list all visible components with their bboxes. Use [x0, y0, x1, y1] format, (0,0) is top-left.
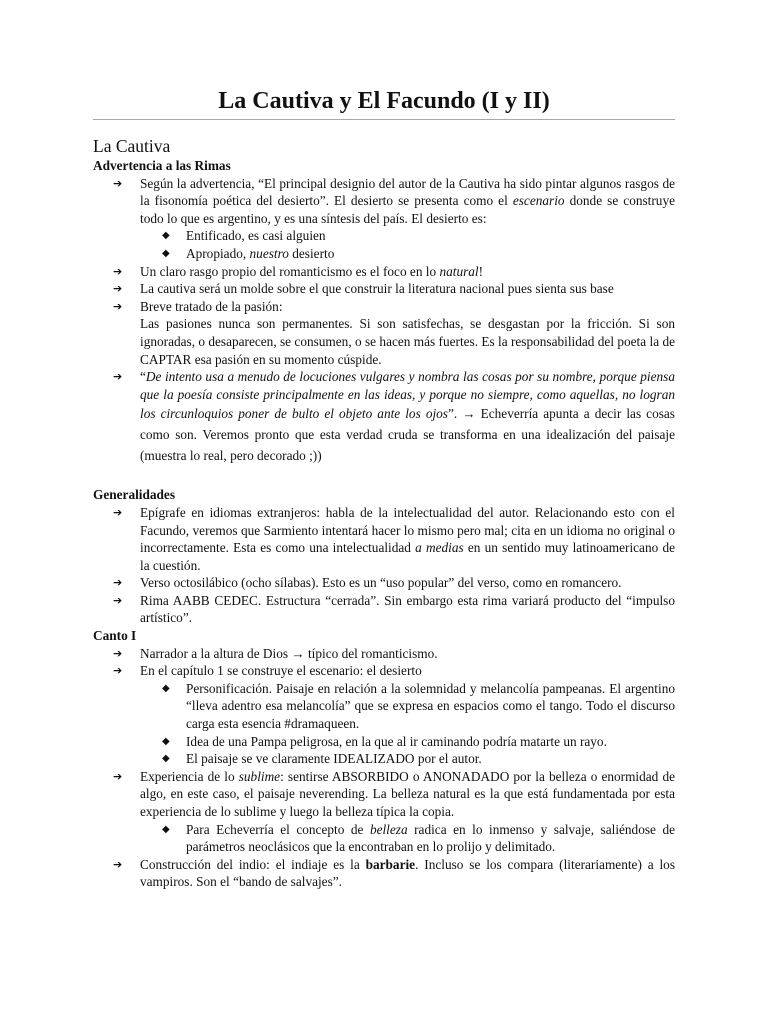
item-text: Experiencia de lo [140, 768, 239, 784]
diamond-bullet-icon: ◆ [162, 735, 170, 747]
list-item [93, 768, 675, 856]
diamond-bullet-icon: ◆ [162, 247, 170, 259]
subheading-advertencia: Advertencia a las Rimas [93, 158, 231, 173]
item-text: Un claro rasgo propio del romanticismo es el foco en lo [140, 263, 440, 279]
list-item [93, 175, 675, 263]
list-item [93, 574, 675, 592]
item-text: ”. → Echeverría apunta a decir las cosas como son. Veremos pronto que esta verdad cruda se transforma en una idealización del paisaje (muestra lo real, pero decorado ;)) [140, 406, 675, 464]
list-item [93, 856, 675, 891]
diamond-bullet-icon: ◆ [162, 230, 170, 242]
item-text-italic: belleza [369, 821, 408, 837]
item-text-italic: sublime [238, 768, 281, 784]
arrow-bullet-icon: ➔ [113, 299, 123, 313]
diamond-bullet-icon: ◆ [162, 823, 170, 835]
document-page [93, 86, 675, 891]
item-text: Apropiado, [186, 245, 250, 261]
sublist [140, 680, 675, 768]
item-text: Según la advertencia, “El principal designio del autor de la Cautiva ha sido pintar algunos rasgos de la fisonomía poética del desierto”. El desierto se presenta como el [140, 175, 675, 209]
item-text: Idea de una Pampa peligrosa, en la que al ir caminando podría matarte un rayo. [186, 733, 607, 749]
list-item [93, 368, 675, 466]
sublist-item [140, 680, 675, 733]
rimas-list [93, 175, 675, 467]
arrow-bullet-icon: ➔ [113, 857, 123, 871]
item-text: radica en lo inmenso y salvaje, saliéndose de parámetros neoclásicos que la encontraban en lo prolijo y delimitado. [186, 821, 675, 855]
arrow-bullet-icon: ➔ [113, 264, 123, 278]
arrow-bullet-icon: ➔ [113, 282, 123, 296]
item-text: La cautiva será un molde sobre el que construir la literatura nacional pues sienta sus base [140, 281, 614, 297]
sublist-item [140, 245, 675, 263]
arrow-bullet-icon: ➔ [113, 769, 123, 783]
list-item [93, 298, 675, 368]
arrow-bullet-icon: ➔ [113, 664, 123, 678]
sublist [140, 227, 675, 262]
subheading-canto-i: Canto I [93, 628, 137, 644]
item-text: ! [478, 263, 484, 279]
item-text: Entificado, es casi alguien [186, 228, 326, 244]
sublist-item [140, 227, 675, 245]
arrow-bullet-icon: ➔ [113, 593, 123, 607]
item-text-italic: a medias [415, 540, 464, 556]
item-text: en un sentido muy latinoamericano de la cuestión. [140, 540, 675, 573]
item-text: “ [140, 369, 146, 385]
item-text: donde se construye todo lo que es argentino, y es una síntesis del país. El desierto es: [140, 193, 675, 226]
item-text: desierto [288, 245, 335, 261]
item-text: Narrador a la altura de Dios → típico del romanticismo. [140, 645, 438, 661]
item-text-bold: barbarie [365, 856, 416, 872]
sublist-item [140, 821, 675, 856]
list-item [93, 504, 675, 574]
document-title: La Cautiva y El Facundo (I y II) [93, 86, 675, 120]
generalidades-list [93, 504, 675, 627]
arrow-bullet-icon: ➔ [113, 370, 123, 384]
item-text: Construcción del indio: el indiaje es la [140, 856, 366, 872]
sublist [140, 821, 675, 856]
item-text: Verso octosilábico (ocho sílabas). Esto es un “uso popular” del verso, como en romancero. [140, 575, 622, 591]
list-item [93, 263, 675, 281]
item-paragraph: Las pasiones nunca son permanentes. Si son satisfechas, se desgastan por la fricción. Si son ignoradas, o desaparecen, se consumen, o se hacen más fuertes. Es la responsabilidad del poeta la de CAPTAR esa pasión en su momento cúspide. [140, 316, 675, 367]
arrow-bullet-icon: ➔ [113, 646, 123, 660]
item-text-italic: escenario [512, 193, 565, 209]
list-item [93, 592, 675, 627]
item-text: En el capítulo 1 se construye el escenario: el desierto [140, 663, 422, 679]
item-text: Rima AABB CEDEC. Estructura “cerrada”. Sin embargo esta rima variará producto del “impulso artístico”. [140, 592, 675, 626]
item-text-italic: nuestro [249, 245, 289, 261]
list-item [93, 662, 675, 768]
arrow-bullet-icon: ➔ [113, 176, 123, 190]
arrow-bullet-icon: ➔ [113, 505, 123, 519]
item-text: : sentirse ABSORBIDO o ANONADADO por la belleza o enormidad de algo, en este caso, el paisaje neverending. La belleza natural es la que está fundamentada por esta experiencia de lo sublime y luego la belleza típica la copia. [140, 768, 675, 819]
item-text-italic: natural [439, 263, 479, 279]
item-text: Epígrafe en idiomas extranjeros: habla de la intelectualidad del autor. Relacionando esto con el Facundo, veremos que Sarmiento intentará hacer lo mismo pero mal; cita en un idioma no original o incorrectamente. Esta es como una intelectualidad [140, 504, 675, 556]
sublist-item [140, 750, 675, 768]
sublist-item [140, 733, 675, 751]
subheading-generalidades: Generalidades [93, 487, 175, 503]
item-text: . Incluso se los compara (literariamente) a los vampiros. Son el “bando de salvajes”. [140, 856, 675, 890]
arrow-bullet-icon: ➔ [113, 576, 123, 590]
item-text: El paisaje se ve claramente IDEALIZADO por el autor. [186, 751, 482, 767]
diamond-bullet-icon: ◆ [162, 682, 170, 694]
list-item [93, 280, 675, 298]
section-heading-la-cautiva: La Cautiva [93, 136, 171, 156]
item-text: Para Echeverría el concepto de [186, 821, 370, 837]
quote-text-italic: De intento usa a menudo de locuciones vulgares y nombra las cosas por su nombre, porque piensa que la poesía consiste principalmente en las ideas, y porque no siempre, como aquellas, no logran los circunloquios poner de bulto el objeto ante los ojos [140, 369, 675, 422]
diamond-bullet-icon: ◆ [162, 753, 170, 765]
item-text: Breve tratado de la pasión: [140, 298, 283, 314]
canto-list [93, 645, 675, 891]
item-text: Personificación. Paisaje en relación a la solemnidad y melancolía pampeanas. El argentino “lleva adentro esa melancolía” que se expresa en espacios como el tango. Todo el discurso carga esta esencia #dramaqueen. [186, 680, 675, 732]
list-item [93, 645, 675, 663]
